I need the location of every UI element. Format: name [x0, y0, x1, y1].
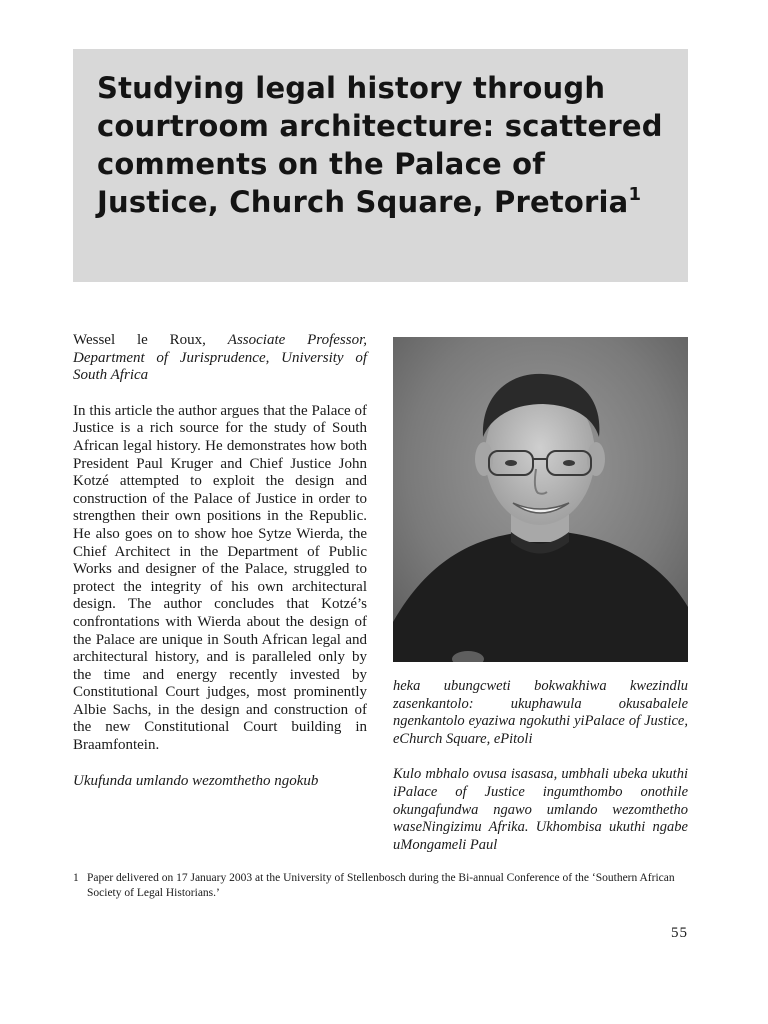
zulu-title-start: Ukufunda umlando wezomthetho ngokub [73, 772, 319, 789]
author-affiliation: Associate Professor, Department of Jurisprudence, University of South Africa [73, 332, 367, 384]
portrait-image [393, 337, 688, 662]
footnote-number: 1 [73, 872, 79, 884]
title-footnote-mark: 1 [628, 184, 642, 205]
zulu-title-continued: heka ubungcweti bokwakhiwa kwezindlu zasenkantolo: ukuphawula okusabalele ngenkantolo eyaziwa ngokuthi yiPalace of Justice, eChurch Square, ePitoli [393, 678, 688, 747]
abstract-zulu: Kulo mbhalo ovusa isasasa, umbhali ubeka ukuthi iPalace of Justice ingumthombo onothile okungafundwa ngawo umlando wezomthetho waseNingizimu Afrika. Ukhombisa ukuthi ngabe uMongameli Paul [393, 766, 688, 853]
footnote-text: Paper delivered on 17 January 2003 at the University of Stellenbosch during the Bi-annual Conference of the ‘Southern African Society of Legal Historians.’ [87, 872, 675, 899]
article-title-text: Studying legal history through courtroom architecture: scattered comments on the Palace of Justice, Church Square, Pretoria [97, 71, 663, 219]
page-number: 55 [671, 925, 688, 941]
right-column [393, 678, 688, 854]
author-name: Wessel le Roux, [73, 332, 206, 348]
left-column [73, 332, 367, 790]
author-line [73, 332, 367, 385]
footnote [73, 871, 688, 901]
author-photo [393, 337, 688, 662]
article-title [97, 69, 668, 221]
title-box [73, 49, 688, 282]
abstract-english: In this article the author argues that the Palace of Justice is a rich source for the study of South African legal history. He demonstrates how both President Paul Kruger and Chief Justice John Kotzé attempted to exploit the design and construction of the Palace of Justice in order to strengthen their own positions in the Republic. He also goes on to show hoe Sytze Wierda, the Chief Architect in the Department of Public Works and designer of the Palace, struggled to protect the integrity of his own architectural design. The author concludes that Kotzé’s confrontations with Wierda about the design of the Palace are unique in South African legal and architectural history, and is paralleled only by the time and energy recently invested by Constitutional Court judges, most prominently Albie Sachs, in the design and construction of the new Constitutional Court building in Braamfontein. [73, 402, 367, 754]
